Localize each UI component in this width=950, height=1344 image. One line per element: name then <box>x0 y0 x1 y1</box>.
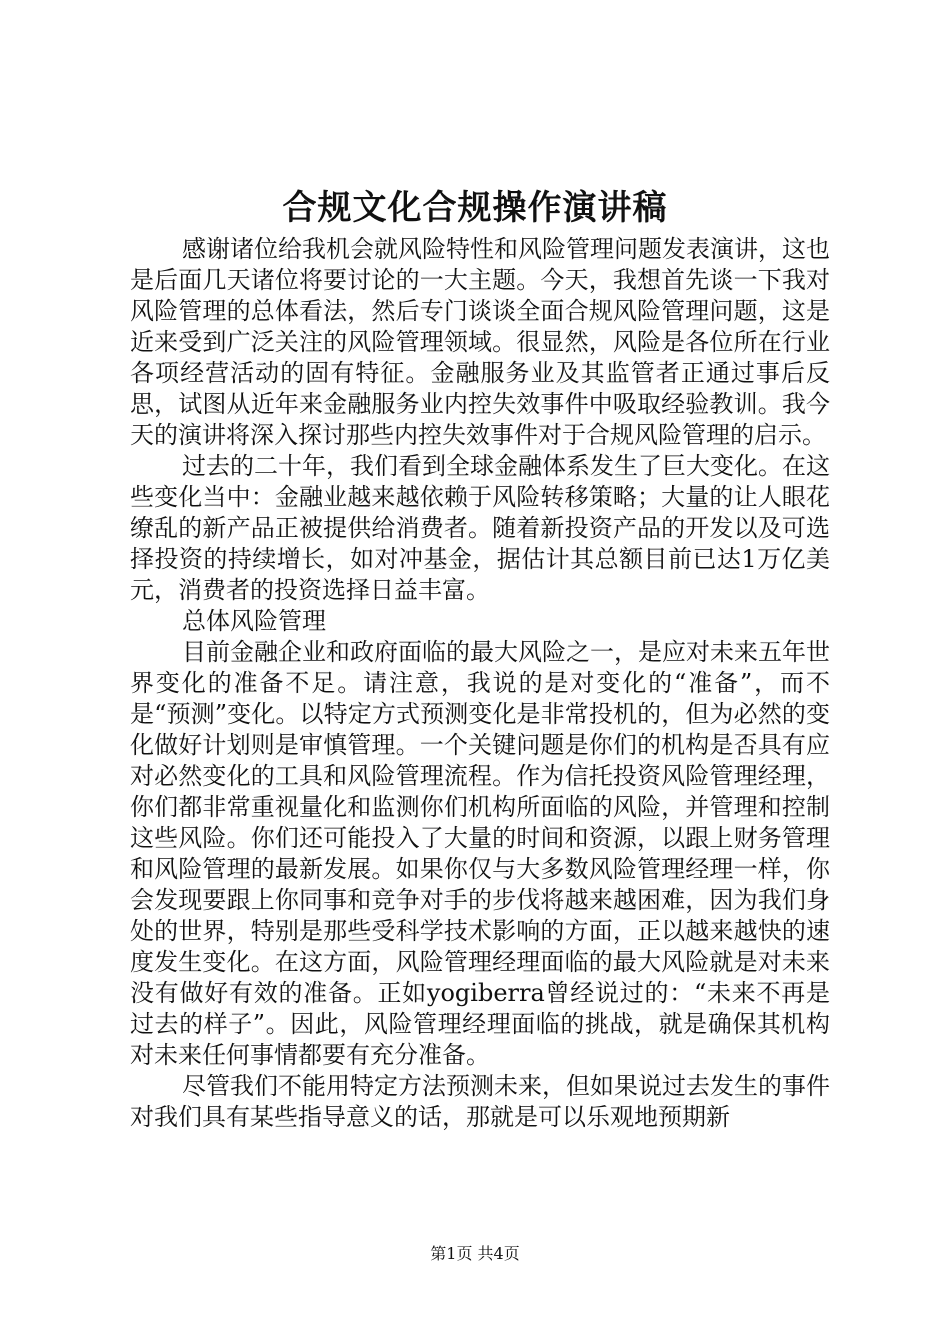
document-title: 合规文化合规操作演讲稿 <box>282 188 668 228</box>
paragraph-risk-preparation: 目前金融企业和政府面临的最大风险之一，是应对未来五年世界变化的准备不足。请注意，我说的是对变化的“准备”，而不是“预测”变化。以特定方式预测变化是非常投机的，但为必然的变化做好计划则是审慎管理。一个关键问题是你们的机构是否具有应对必然变化的工具和风险管理流程。作为信托投资风险管理经理，你们都非常重视量化和监测你们机构所面临的风险，并管理和控制这些风险。你们还可能投入了大量的时间和资源，以跟上财务管理和风险管理的最新发展。如果你仅与大多数风险管理经理一样，你会发现要跟上你同事和竞争对手的步伐将越来越困难，因为我们身处的世界，特别是那些受科学技术影响的方面，正以越来越快的速度发生变化。在这方面，风险管理经理面临的最大风险就是对未来没有做好有效的准备。正如yogiberra曾经说过的：“未来不再是过去的样子”。因此，风险管理经理面临的挑战，就是确保其机构对未来任何事情都要有充分准备。 <box>130 638 830 1069</box>
page-footer: 第1页 共4页 <box>430 1244 520 1263</box>
paragraph-intro: 感谢诸位给我机会就风险特性和风险管理问题发表演讲，这也是后面几天诸位将要讨论的一大主题。今天，我想首先谈一下我对风险管理的总体看法，然后专门谈谈全面合规风险管理问题，这是近来受到广泛关注的风险管理领域。很显然，风险是各位所在行业各项经营活动的固有特征。金融服务业及其监管者正通过事后反思，试图从近年来金融服务业内控失效事件中吸取经验教训。我今天的演讲将深入探讨那些内控失效事件对于合规风险管理的启示。 <box>130 235 830 449</box>
paragraph-future-events: 尽管我们不能用特定方法预测未来，但如果说过去发生的事件对我们具有某些指导意义的话，那就是可以乐观地预期新 <box>130 1072 830 1131</box>
document-body <box>130 234 830 1133</box>
paragraph-financial-change: 过去的二十年，我们看到全球金融体系发生了巨大变化。在这些变化当中：金融业越来越依赖于风险转移策略；大量的让人眼花缭乱的新产品正被提供给消费者。随着新投资产品的开发以及可选择投资的持续增长，如对冲基金，据估计其总额目前已达1万亿美元，消费者的投资选择日益丰富。 <box>130 452 830 604</box>
section-heading-overall-risk: 总体风险管理 <box>182 607 326 635</box>
